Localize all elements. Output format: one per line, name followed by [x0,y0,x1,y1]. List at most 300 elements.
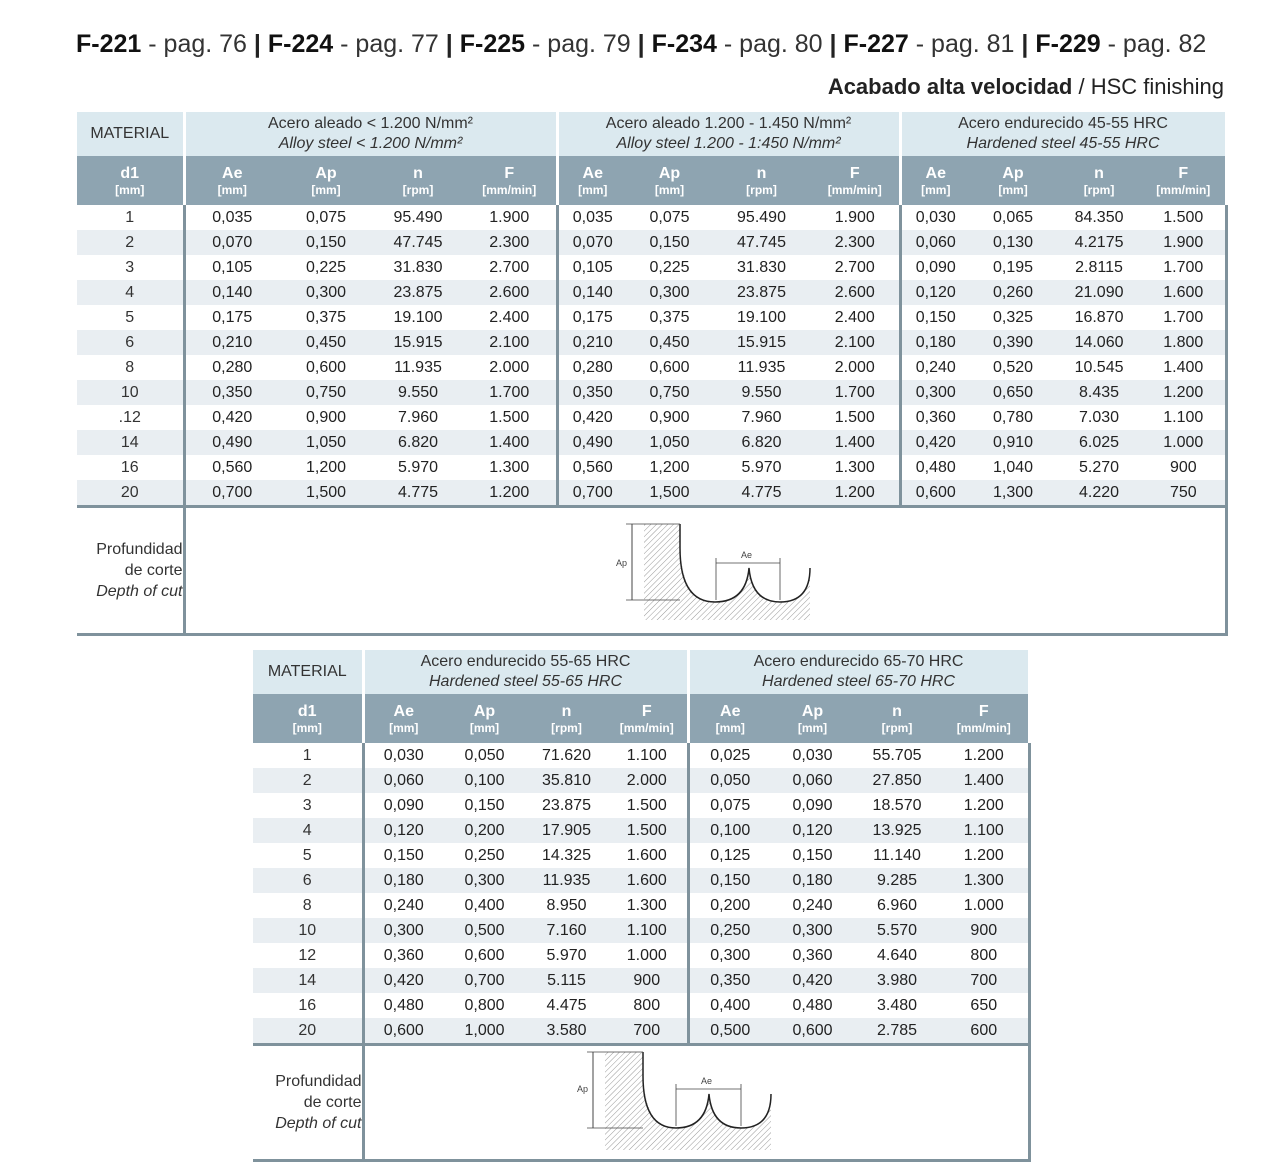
d1-cell: 12 [298,946,317,964]
depth-row [77,507,1226,635]
value-cell: 0,400 [688,993,771,1018]
value-cell: 0,180 [771,868,854,893]
value-cell: 2.000 [489,358,530,376]
ref-code: F-224 [267,30,334,58]
table-row [253,818,1029,843]
value-cell: 6.025 [1056,430,1142,455]
column-symbol: Ae [925,164,946,182]
subtitle-en: HSC finishing [1090,74,1224,99]
ref-page: pag. 80 [739,30,823,58]
value-cell: 700 [607,1018,688,1045]
value-cell: 0,780 [993,408,1034,426]
column-symbol: Ap [473,702,496,720]
ap-label: Ap [615,558,627,568]
value-cell: 19.100 [737,308,786,326]
section-subtitle [828,74,1224,100]
value-cell: 0,070 [184,230,279,255]
value-cell: 0,500 [688,1018,771,1045]
depth-label-line2: de corte [303,1094,362,1111]
value-cell: 6.960 [876,896,918,914]
value-cell: 1.000 [1142,430,1226,455]
value-cell: 1.300 [940,868,1029,893]
value-cell: 2.700 [834,258,875,276]
column-unit: [rpm] [1083,182,1115,197]
d1-cell: 5 [125,308,135,326]
value-cell: 0,150 [627,230,712,255]
material-label: MATERIAL [77,112,184,156]
value-cell: 0,070 [557,230,627,255]
value-cell: 1.200 [940,743,1029,768]
ref-page: pag. 79 [547,30,631,58]
value-cell: 0,030 [900,205,970,230]
value-cell: 1,050 [627,430,712,455]
value-cell: 0,280 [557,355,627,380]
material-es: Acero endurecido 65-70 HRC [753,653,964,670]
value-cell: 0,600 [363,1018,443,1045]
d1-cell: 20 [253,1018,363,1045]
value-cell: 0,300 [900,380,970,405]
value-cell: 0,600 [900,480,970,507]
value-cell: 23.875 [712,280,811,305]
value-cell: 0,035 [184,205,279,230]
value-cell: 0,800 [464,996,505,1014]
column-header-ap [627,156,712,205]
value-cell: 0,490 [184,430,279,455]
value-cell: 0,480 [792,996,833,1014]
material-es: Acero endurecido 45-55 HRC [958,115,1168,132]
column-header-ap [279,156,373,205]
value-cell: 4.2175 [1056,230,1142,255]
value-cell: 31.830 [393,258,443,276]
value-cell: 0,360 [363,943,443,968]
column-unit: [mm] [797,720,828,735]
value-cell: 0,420 [184,405,279,430]
column-header-row [77,156,1226,205]
value-cell: 0,090 [363,793,443,818]
ref-page: pag. 81 [931,30,1015,58]
value-cell: 0,900 [649,408,690,426]
value-cell: 2.300 [811,230,900,255]
ref-page: pag. 76 [163,30,247,58]
value-cell: 23.875 [542,796,591,814]
value-cell: 21.090 [1056,280,1142,305]
value-cell: 1.500 [607,818,688,843]
value-cell: 0,105 [184,255,279,280]
value-cell: 1.400 [1142,355,1226,380]
d1-cell: 3 [302,796,312,814]
value-cell: 0,420 [900,430,970,455]
value-cell: 23.875 [373,280,463,305]
column-header-row [253,694,1029,743]
value-cell: 0,130 [970,230,1056,255]
material-es: Acero aleado < 1.200 N/mm² [268,115,473,132]
value-cell: 95.490 [393,208,443,226]
value-cell: 71.620 [542,746,591,764]
d1-header [77,156,184,205]
column-header-ae [900,156,970,205]
d1-cell: 16 [298,996,317,1014]
table-row [77,405,1226,430]
ref-code: F-225 [459,30,526,58]
value-cell: 1.300 [834,458,875,476]
material-en: Hardened steel 65-70 HRC [762,673,956,690]
value-cell: 0,300 [279,280,373,305]
material-en: Alloy steel 1.200 - 1:450 N/mm² [616,135,841,152]
d1-cell: 14 [253,968,363,993]
value-cell: 0,150 [900,305,970,330]
table-row [253,968,1029,993]
column-symbol: n [1094,164,1104,182]
value-cell: 11.935 [737,358,786,376]
value-cell: 0,195 [993,258,1034,276]
d1-cell: 4 [77,280,184,305]
value-cell: 1,500 [279,480,373,507]
depth-of-cut-label [77,507,184,635]
value-cell: 0,300 [688,943,771,968]
value-cell: 0,400 [464,896,505,914]
value-cell: 19.100 [393,308,443,326]
value-cell: 5.970 [546,946,587,964]
table-row [253,843,1029,868]
depth-label-line2: de corte [124,562,183,579]
value-cell: 2.000 [834,358,875,376]
value-cell: 0,035 [557,205,627,230]
column-symbol: n [413,164,423,182]
value-cell: 7.030 [1079,408,1120,426]
value-cell: 1.900 [1142,230,1226,255]
value-cell: 650 [940,993,1029,1018]
d1-label: d1 [120,164,140,182]
value-cell: 1.700 [1142,255,1226,280]
value-cell: 800 [633,996,661,1014]
ae-label: Ae [740,550,752,560]
table-row [77,230,1226,255]
value-cell: 1.900 [489,208,530,226]
value-cell: 0,900 [305,408,347,426]
d1-cell: 2 [253,768,363,793]
column-symbol: Ae [720,702,741,720]
table-row [77,280,1226,305]
value-cell: 3.580 [526,1018,607,1045]
value-cell: 1.400 [463,430,557,455]
value-cell: 0,700 [557,480,627,507]
material-en: Hardened steel 55-65 HRC [429,673,622,690]
value-cell: 0,600 [771,1018,854,1045]
column-unit: [mm/min] [1156,182,1211,197]
ref-code: F-227 [843,30,909,58]
d1-label: d1 [297,702,317,720]
material-header [900,112,1226,156]
column-unit: [mm] [715,720,745,735]
depth-diagram-cell [184,507,1226,635]
cutting-data-table-1 [77,112,1228,636]
value-cell: 7.160 [526,918,607,943]
column-header-f [607,694,688,743]
column-header-ap [771,694,854,743]
value-cell: 0,175 [557,305,627,330]
value-cell: 0,050 [464,746,505,764]
column-unit: [rpm] [881,720,913,735]
column-unit: [mm/min] [619,720,674,735]
value-cell: 55.705 [872,746,922,764]
value-cell: 2.785 [854,1018,940,1045]
value-cell: 0,060 [363,768,443,793]
value-cell: 900 [607,968,688,993]
value-cell: 0,090 [900,255,970,280]
value-cell: 2.300 [463,230,557,255]
d1-cell: 4 [253,818,363,843]
value-cell: 0,375 [305,308,347,326]
value-cell: 0,075 [688,793,771,818]
value-cell: 3.980 [854,968,940,993]
table-row [253,743,1029,768]
value-cell: 1.200 [811,480,900,507]
column-unit: [mm] [998,182,1028,197]
value-cell: 0,250 [688,918,771,943]
value-cell: 5.970 [741,458,782,476]
value-cell: 47.745 [712,230,811,255]
column-unit: [mm/min] [956,720,1011,735]
value-cell: 1.700 [811,380,900,405]
value-cell: 0,375 [649,308,690,326]
ref-code: F-221 [76,30,142,58]
value-cell: 0,300 [771,918,854,943]
column-header-ae [688,694,771,743]
value-cell: 0,120 [363,818,443,843]
table-row [253,943,1029,968]
value-cell: 0,030 [792,746,833,764]
value-cell: 0,560 [557,455,627,480]
d1-header [253,694,363,743]
column-unit: [mm] [578,182,608,197]
value-cell: 0,120 [771,818,854,843]
column-symbol: F [978,702,989,720]
column-header-n [854,694,940,743]
ref-code: F-229 [1035,30,1101,58]
subtitle-es: Acabado alta velocidad [827,74,1073,99]
column-header-ap [970,156,1056,205]
d1-cell: 8 [125,358,135,376]
value-cell: 1.700 [1142,305,1226,330]
column-symbol: n [892,702,902,720]
value-cell: 16.870 [1074,308,1124,326]
value-cell: 1,000 [443,1018,526,1045]
value-cell: 9.550 [712,380,811,405]
column-header-ap [443,694,526,743]
table-row [77,205,1226,230]
column-unit: [mm] [311,182,341,197]
column-unit: [rpm] [551,720,582,735]
value-cell: 8.435 [1056,380,1142,405]
d1-cell: 6 [77,330,184,355]
ap-label: Ap [576,1084,588,1094]
value-cell: 7.960 [397,408,439,426]
value-cell: 0,420 [771,968,854,993]
value-cell: 13.925 [854,818,940,843]
value-cell: 1.200 [1142,380,1226,405]
value-cell: 0,150 [279,230,373,255]
value-cell: 0,150 [464,796,505,814]
table-row [253,1018,1029,1045]
value-cell: 0,520 [993,358,1034,376]
value-cell: 0,105 [557,255,627,280]
value-cell: 2.8115 [1075,258,1123,276]
value-cell: 1,050 [279,430,373,455]
value-cell: 0,350 [184,380,279,405]
value-cell: 0,180 [363,868,443,893]
value-cell: 0,700 [443,968,526,993]
table-row [77,305,1226,330]
value-cell: 0,750 [279,380,373,405]
value-cell: 0,600 [464,946,505,964]
table-row [77,255,1226,280]
depth-row [253,1045,1029,1161]
table-row [77,455,1226,480]
material-header [557,112,900,156]
column-symbol: F [849,164,860,182]
value-cell: 4.220 [1056,480,1142,507]
subtitle-sep: / [1078,74,1085,99]
value-cell: 0,420 [557,405,627,430]
d1-cell: 20 [77,480,184,507]
column-header-n [526,694,607,743]
value-cell: 0,240 [900,355,970,380]
d1-cell: 5 [302,846,312,864]
value-cell: 15.915 [712,330,811,355]
value-cell: 14.325 [542,846,591,864]
value-cell: 84.350 [1074,208,1124,226]
value-cell: 5.970 [397,458,439,476]
value-cell: 0,050 [688,768,771,793]
value-cell: 0,025 [688,743,771,768]
value-cell: 1,040 [993,458,1034,476]
column-unit: [rpm] [746,182,777,197]
value-cell: 5.570 [854,918,940,943]
ref-page: pag. 77 [355,30,439,58]
value-cell: 5.270 [1079,458,1120,476]
d1-cell: 6 [253,868,363,893]
value-cell: 0,480 [900,455,970,480]
column-header-ae [557,156,627,205]
table-row [253,893,1029,918]
value-cell: 800 [940,943,1029,968]
value-cell: 1.000 [940,893,1029,918]
d1-cell: 10 [77,380,184,405]
value-cell: 5.115 [526,968,607,993]
value-cell: 0,225 [649,258,690,276]
value-cell: 0,120 [900,280,970,305]
value-cell: 1.100 [940,818,1029,843]
value-cell: 2.400 [834,308,875,326]
value-cell: 4.775 [373,480,463,507]
column-unit: [mm/min] [827,182,882,197]
value-cell: 0,600 [305,358,347,376]
value-cell: 1.200 [463,480,557,507]
value-cell: 1.900 [834,208,875,226]
value-cell: 700 [940,968,1029,993]
value-cell: 750 [1142,480,1226,507]
value-cell: 2.100 [463,330,557,355]
value-cell: 95.490 [737,208,786,226]
value-cell: 1.400 [940,768,1029,793]
table-row [77,380,1226,405]
value-cell: 0,210 [184,330,279,355]
column-header-n [712,156,811,205]
column-symbol: F [1178,164,1189,182]
d1-cell: 10 [253,918,363,943]
value-cell: 1.100 [1142,405,1226,430]
d1-cell: 3 [125,258,135,276]
table-row [77,480,1226,507]
table-row [253,868,1029,893]
value-cell: 2.400 [489,308,530,326]
value-cell: 0,060 [771,768,854,793]
d1-cell: 2 [77,230,184,255]
column-header-ae [184,156,279,205]
table-row [253,768,1029,793]
column-unit: [mm/min] [482,182,537,197]
value-cell: 4.775 [712,480,811,507]
column-header-n [1056,156,1142,205]
column-unit: [rpm] [402,182,434,197]
column-unit: [mm] [469,720,500,735]
column-symbol: Ae [393,702,414,720]
column-symbol: Ap [315,164,337,182]
value-cell: 18.570 [872,796,922,814]
value-cell: 6.820 [373,430,463,455]
d1-unit: [mm] [115,182,145,197]
table-row [77,430,1226,455]
ae-label: Ae [700,1076,712,1086]
column-unit: [mm] [389,720,419,735]
column-symbol: Ap [658,164,681,182]
table-row [253,793,1029,818]
column-header-ae [363,694,443,743]
material-en: Hardened steel 45-55 HRC [966,135,1160,152]
material-es: Acero aleado 1.200 - 1.450 N/mm² [605,115,852,132]
depth-diagram-cell [363,1045,1029,1161]
value-cell: 35.810 [526,768,607,793]
value-cell: 0,360 [900,405,970,430]
d1-cell: 1 [125,208,135,226]
value-cell: 0,450 [627,330,712,355]
depth-of-cut-label [253,1045,363,1161]
value-cell: 0,300 [443,868,526,893]
value-cell: 7.960 [741,408,782,426]
column-header-f [811,156,900,205]
value-cell: 1.600 [626,846,667,864]
value-cell: 0,075 [305,208,347,226]
ref-page: pag. 82 [1122,30,1207,58]
value-cell: 0,750 [627,380,712,405]
value-cell: 1.500 [626,796,667,814]
value-cell: 1.100 [626,746,667,764]
value-cell: 17.905 [526,818,607,843]
depth-of-cut-diagram [365,1046,1029,1154]
value-cell: 11.935 [526,868,607,893]
value-cell: 0,175 [184,305,279,330]
value-cell: 0,210 [557,330,627,355]
value-cell: 900 [1142,455,1226,480]
table-row [77,355,1226,380]
value-cell: 0,600 [649,358,690,376]
value-cell: 0,360 [792,946,833,964]
column-unit: [mm] [921,182,951,197]
value-cell: 600 [940,1018,1029,1045]
column-symbol: Ap [1002,164,1024,182]
d1-cell: 8 [302,896,312,914]
d1-cell: 16 [120,458,139,476]
